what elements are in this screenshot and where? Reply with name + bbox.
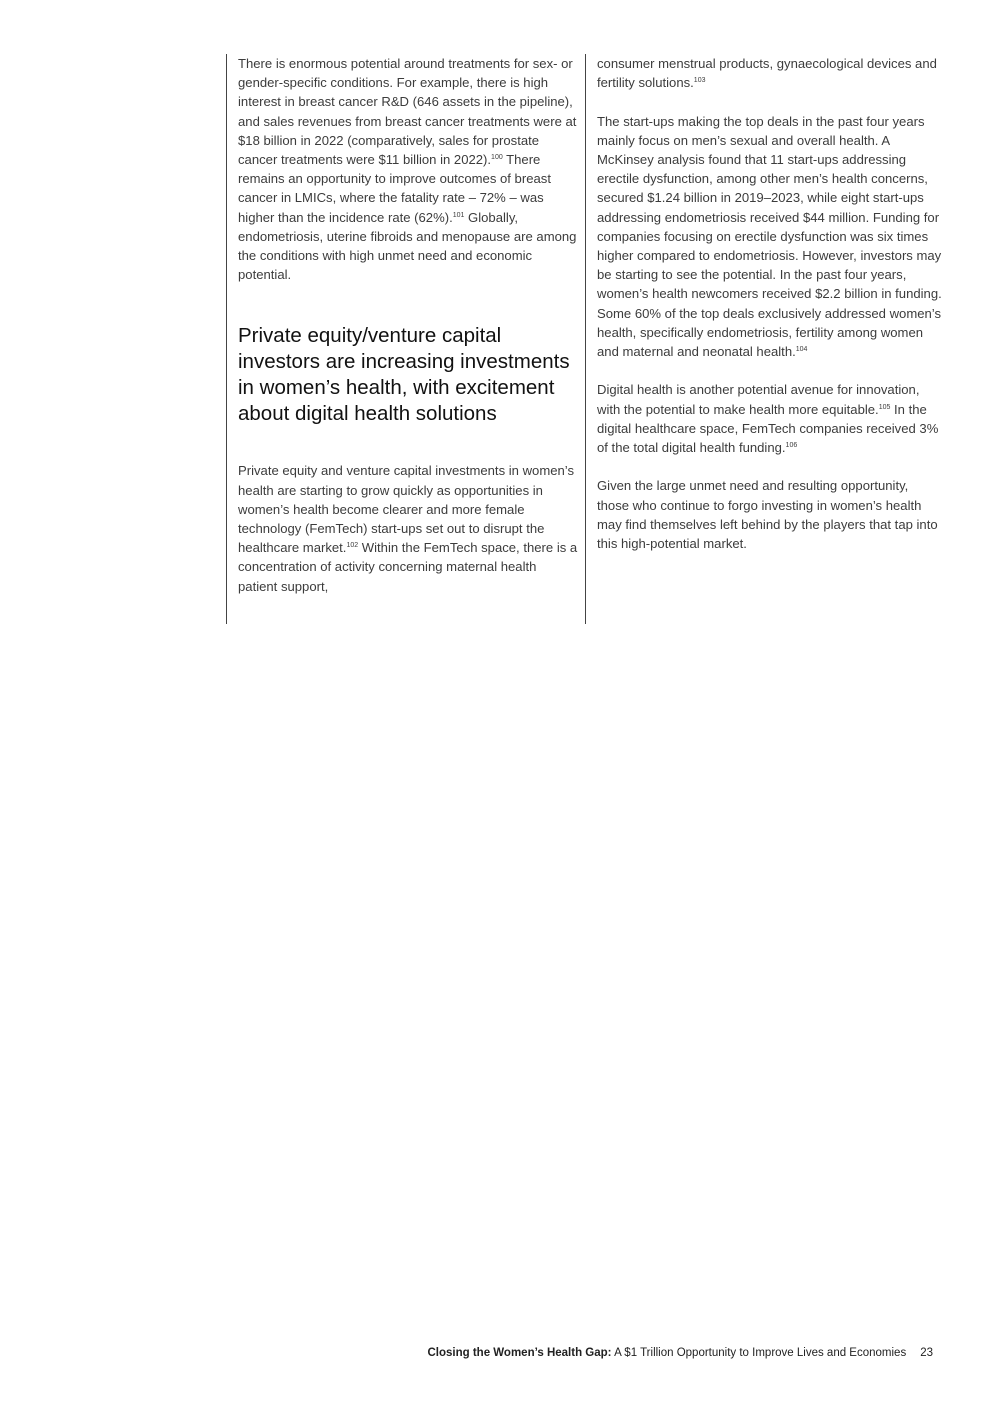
right-column bbox=[585, 54, 942, 624]
page-number: 23 bbox=[920, 1347, 933, 1359]
paragraph-text: The start-ups making the top deals in the past four years mainly focus on men’s sexual and overall health. A McKinsey analysis found that 11 start-ups addressing erectile dysfunction, among other men’s health concerns, secured $1.24 billion in 2019–2023, while eight start-ups addressing endometriosis received $44 million. Funding for companies focusing on erectile dysfunction was six times higher compared to endometriosis. However, investors may be starting to see the potential. In the past four years, women’s health newcomers received $2.2 billion in funding. Some 60% of the top deals exclusively addressed women’s health, specifically endometriosis, fertility among women and maternal and neonatal health. bbox=[597, 113, 942, 360]
body-paragraph bbox=[238, 54, 578, 284]
paragraph-text: Private equity and venture capital investments in women’s health are starting to grow quickly as opportunities in women’s health become clearer and more female technology (FemTech) start-ups set out to disrupt the healthcare market. bbox=[238, 463, 575, 556]
footnote-ref[interactable]: 100 bbox=[491, 154, 503, 162]
body-paragraph bbox=[597, 476, 942, 553]
section-heading: Private equity/venture capital investors are increasing investments in women’s health, with excitement about digital health solutions bbox=[238, 324, 570, 426]
paragraph-text: Within the FemTech space, there is a concentration of activity concerning maternal health patient support, bbox=[238, 540, 578, 594]
footnote-ref[interactable]: 102 bbox=[346, 542, 359, 550]
paragraph-text: consumer menstrual products, gynaecological devices and fertility solutions. bbox=[597, 56, 937, 91]
footnote-ref[interactable]: 101 bbox=[452, 211, 465, 219]
left-column bbox=[226, 54, 578, 624]
page-footer bbox=[427, 1347, 933, 1359]
paragraph-text: There is enormous potential around treatments for sex- or gender-specific conditions. For example, there is high interest in breast cancer R&D (646 assets in the pipeline), and sales revenues from breast cancer treatments were at $18 billion in 2022 (comparatively, sales for prostate cancer treatments were $11 billion in 2022). bbox=[238, 56, 577, 168]
footer-report-subtitle: A $1 Trillion Opportunity to Improve Lives and Economies bbox=[611, 1347, 907, 1359]
footnote-ref[interactable]: 106 bbox=[785, 442, 798, 450]
paragraph-text: Digital health is another potential avenue for innovation, with the potential to make health more equitable. bbox=[597, 382, 920, 417]
body-paragraph bbox=[597, 380, 942, 457]
paragraph-text: There remains an opportunity to improve outcomes of breast cancer in LMICs, where the fatality rate – 72% – was higher than the incidence rate (62%). bbox=[238, 152, 551, 225]
footnote-ref[interactable]: 103 bbox=[693, 77, 706, 85]
paragraph-text: In the digital healthcare space, FemTech companies received 3% of the total digital health funding. bbox=[597, 401, 939, 456]
paragraph-text: Globally, endometriosis, uterine fibroids and menopause are among the conditions with high unmet need and economic potential. bbox=[238, 209, 577, 283]
footnote-ref[interactable]: 105 bbox=[878, 403, 891, 411]
body-paragraph bbox=[238, 461, 578, 595]
footnote-ref[interactable]: 104 bbox=[795, 346, 808, 354]
footer-report-title: Closing the Women’s Health Gap: bbox=[427, 1347, 612, 1359]
body-paragraph bbox=[597, 54, 942, 92]
body-paragraph bbox=[597, 112, 942, 362]
paragraph-text: Given the large unmet need and resulting opportunity, those who continue to forgo investing in women’s health may find themselves left behind by the players that tap into this high-potential market. bbox=[597, 478, 938, 552]
